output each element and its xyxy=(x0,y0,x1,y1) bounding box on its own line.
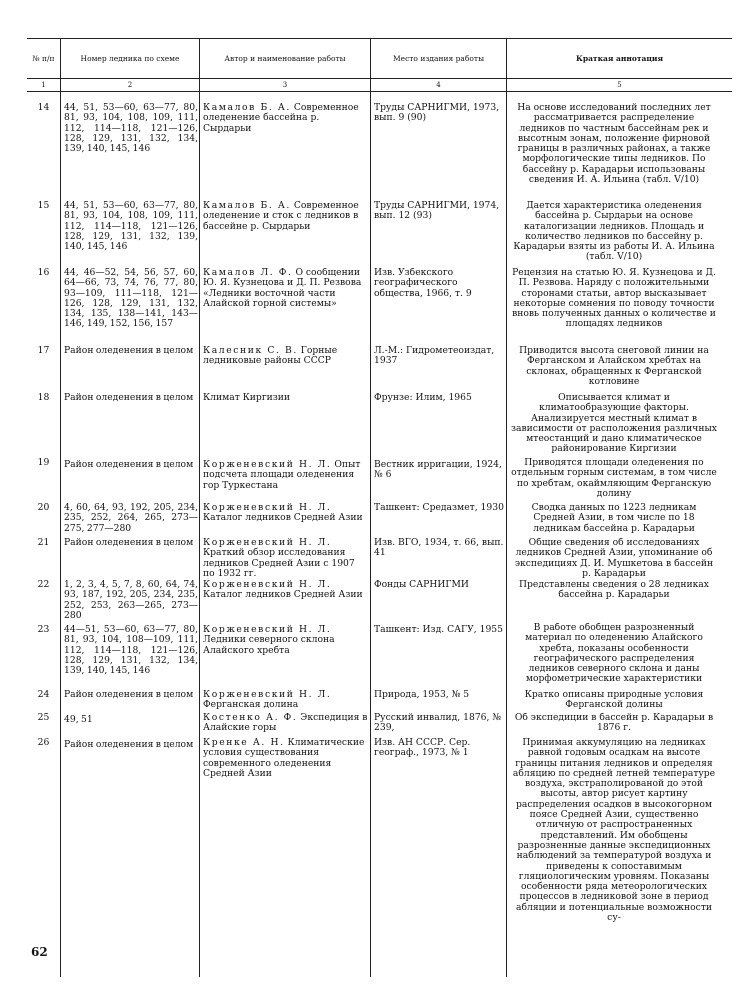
author-work xyxy=(203,538,369,579)
work-title: Горные ледниковые районы СССР xyxy=(203,346,338,367)
author-work xyxy=(203,713,369,734)
author-name: Корженевский Н. Л. xyxy=(203,690,332,700)
glacier-numbers: 1, 2, 3, 4, 5, 7, 8, 60, 64, 74, 93, 187, 192, 205, 234, 235, 252, 253, 263—265, 273—280 xyxy=(64,580,198,621)
row-number: 22 xyxy=(37,580,50,590)
row-number: 26 xyxy=(37,738,50,748)
author-work xyxy=(203,201,369,232)
author-work xyxy=(203,346,369,367)
column-divider xyxy=(199,38,200,977)
glacier-numbers: Район оледенения в целом xyxy=(64,538,194,548)
annotation: Приводятся площади оледенения по отдельным горным системам, в том числе по хребтам, окаймляющим Ферганскую долину xyxy=(511,458,717,499)
row-number: 14 xyxy=(37,103,50,113)
row-number: 21 xyxy=(37,538,50,548)
annotation: Описывается климат и климатообразующие факторы. Анализируется местный климат в зависимости от расположения различных мтеостанций и дано климатическое районирование Киргизии xyxy=(511,393,717,455)
header-glaciers: Номер ледника по схеме xyxy=(80,53,180,63)
row-number: 25 xyxy=(37,713,50,723)
publication-place: Изв. АН СССР. Сер. географ., 1973, № 1 xyxy=(374,738,471,759)
author-name: Камалов Б. А. xyxy=(203,201,291,211)
column-divider xyxy=(506,38,507,977)
author-work xyxy=(203,503,369,524)
column-index: 2 xyxy=(127,81,133,89)
author-name: Камалов Л. Ф. xyxy=(203,268,293,278)
author-work xyxy=(203,738,369,779)
publication-place: Изв. ВГО, 1934, т. 66, вып. 41 xyxy=(374,538,504,559)
work-title: Краткий обзор исследования ледников Средней Азии с 1907 по 1932 гг. xyxy=(203,547,355,579)
column-index: 4 xyxy=(436,81,441,89)
author-name: Корженевский Н. Л. xyxy=(203,625,332,635)
publication-place: Ташкент: Средазмет, 1930 xyxy=(374,503,504,513)
row-number: 24 xyxy=(37,690,50,700)
row-number: 18 xyxy=(37,393,50,403)
work-title: Каталог ледников Средней Азии xyxy=(203,589,363,601)
author-name: Корженевский Н. Л. xyxy=(203,580,332,590)
glacier-numbers: Район оледенения в целом xyxy=(64,690,194,700)
column-divider xyxy=(370,38,371,977)
header-place: Место издания работы xyxy=(392,53,485,63)
row-number: 17 xyxy=(37,346,50,356)
row-number: 20 xyxy=(37,503,50,513)
publication-place: Фонды САРНИГМИ xyxy=(374,580,469,590)
author-work xyxy=(203,103,369,134)
work-title: Климат Киргизии xyxy=(203,393,291,403)
row-number: 23 xyxy=(37,625,50,635)
work-title: О сообщении Ю. Я. Кузнецова и Д. П. Резвова «Ледники восточной части Алайской горной системы» xyxy=(203,268,362,309)
annotation: Дается характеристика оледенения бассейна р. Сырдарьи на основе каталогизации ледников. Площадь и количество ледников по бассейну р. Карадарьи взяты из работы И. А. Ильина (табл. V/10) xyxy=(513,201,715,263)
author-work xyxy=(203,268,369,309)
row-number: 19 xyxy=(37,458,50,468)
work-title: Опыт подсчета площади оледенения гор Туркестана xyxy=(203,460,361,491)
glacier-numbers: 49, 51 xyxy=(64,715,93,725)
column-index: 5 xyxy=(617,81,622,89)
annotation: Рецензия на статью Ю. Я. Кузнецова и Д. П. Резвова. Наряду с положительными сторонами статьи, автор высказывает некоторые сомнения по поводу точности вновь полученных данных о количестве и площадях ледников xyxy=(512,268,716,330)
work-title: Ледники северного склона Алайского хребта xyxy=(203,634,335,656)
glacier-numbers: 44, 51, 53—60, 63—77, 80, 81, 93, 104, 108, 109, 111, 112, 114—118, 121—126, 128, 129, 131, 132, 134, 139, 140, 145, 146 xyxy=(64,103,198,155)
glacier-numbers: 44, 46—52, 54, 56, 57, 60, 64—66, 73, 74, 76, 77, 80, 93—109, 111—118, 121—126, 128, 129, 131, 132, 134, 135, 138—141, 143—146, 149, 152, 156, 157 xyxy=(64,268,198,330)
glacier-numbers: 44, 51, 53—60, 63—77, 80, 81, 93, 104, 108, 109, 111, 112, 114—118, 121—126, 128, 129, 131, 132, 139, 140, 145, 146 xyxy=(64,201,198,253)
glacier-numbers: Район оледенения в целом xyxy=(64,460,194,470)
column-index: 1 xyxy=(41,81,46,89)
work-title: Экспедиция в Алайские горы xyxy=(203,713,368,734)
index-row-divider xyxy=(27,91,732,92)
glacier-numbers: 44—51, 53—60, 63—77, 80, 81, 93, 104, 108—109, 111, 112, 114—118, 121—126, 128, 129, 131, 132, 134, 139, 140, 145, 146 xyxy=(64,625,198,677)
author-name: Корженевский Н. Л. xyxy=(203,503,332,513)
author-name: Калесник С. В. xyxy=(203,346,298,356)
author-work xyxy=(203,690,369,711)
annotation: Приводится высота снеговой линии на Ферганском и Алайском хребтах на склонах, обращенных к Ферганской котловине xyxy=(519,346,709,387)
annotation: Кратко описаны природные условия Ферганской долины xyxy=(524,690,704,711)
column-index: 3 xyxy=(282,81,288,89)
row-number: 16 xyxy=(37,268,50,278)
author-work xyxy=(203,460,369,491)
header-annotation: Краткая аннотация xyxy=(576,53,663,63)
publication-place: Вестник ирригации, 1924, № 6 xyxy=(374,460,502,481)
annotation: В работе обобщен разрозненный материал по оледенению Алайского хребта, показаны особенности географического распределения ледников северного склона и даны морфометрические характеристики xyxy=(525,623,703,685)
publication-place: Русский инвалид, 1876, № 239, xyxy=(374,713,502,734)
header-num: № п/п xyxy=(32,53,55,63)
work-title: Каталог ледников Средней Азии xyxy=(203,512,363,524)
glacier-numbers: 4, 60, 64, 93, 192, 205, 234, 235, 252, 264, 265, 273—275, 277—280 xyxy=(64,503,198,534)
column-divider xyxy=(60,38,61,977)
author-name: Камалов Б. А. xyxy=(203,103,291,113)
author-name: Кренке А. Н. xyxy=(203,738,285,748)
publication-place: Труды САРНИГМИ, 1973, вып. 9 (90) xyxy=(374,103,500,124)
annotation: На основе исследований последних лет рассматривается распределение ледников по частным бассейнам рек и высотным зонам, положение фирновой границы в различных районах, а также морфологические типы ледников. По бассейну р. Карадарьи использованы сведения И. А. Ильина (табл. V/10) xyxy=(517,103,711,186)
row-number: 15 xyxy=(37,201,50,211)
author-name: Костенко А. Ф. xyxy=(203,713,298,723)
glacier-numbers: Район оледенения в целом xyxy=(64,346,194,356)
annotation: Об экспедиции в бассейн р. Карадарьи в 1876 г. xyxy=(514,713,714,734)
publication-place: Труды САРНИГМИ, 1974, вып. 12 (93) xyxy=(374,201,500,222)
author-name: Корженевский Н. Л. xyxy=(203,460,332,470)
work-title: Климатические условия существования современного оледенения Средней Азии xyxy=(203,738,365,779)
glacier-numbers: Район оледенения в целом xyxy=(64,393,194,403)
annotation: Принимая аккумуляцию на ледниках равной годовым осадкам на высоте границы питания ледников и определяя абляцию по средней летней температуре воздуха, экстраполированой до этой высоты, автор рисует картину распределения осадков в высокогорном поясе Средней Азии, существенно отличную от распространенных представлений. Им обобщены разрозненные данные экспедиционных наблюдений за температурой воздуха и приведены к сопоставимым гляциологическим уровням. Показаны особенности ряда метеорологических процессов в ледниковой зоне в период абляции и потенциальные возможности су- xyxy=(512,738,716,924)
glacier-numbers: Район оледенения в целом xyxy=(64,740,194,750)
publication-place: Природа, 1953, № 5 xyxy=(374,690,470,700)
work-title: Ферганская долина xyxy=(203,699,299,711)
annotation: Представлены сведения о 28 ледниках бассейна р. Карадарьи xyxy=(519,580,709,601)
work-title: Современное оледенение и сток с ледников в бассейне р. Сырдарьи xyxy=(203,201,359,232)
page-number: 62 xyxy=(31,945,48,959)
publication-place: Фрунзе: Илим, 1965 xyxy=(374,393,472,403)
publication-place: Изв. Узбекского географического общества, 1966, т. 9 xyxy=(374,268,472,299)
publication-place: Ташкент: Изд. САГУ, 1955 xyxy=(374,625,504,635)
header-author: Автор и наименование работы xyxy=(224,53,346,63)
annotation: Сводка данных по 1223 ледникам Средней Азии, в том числе по 18 ледникам бассейна р. Карадарьи xyxy=(531,503,697,534)
author-name: Корженевский Н. Л. xyxy=(203,538,332,548)
annotation: Общие сведения об исследованиях ледников Средней Азии, упоминание об экспедициях Д. И. Мушкетова в бассейн р. Карадарьи xyxy=(514,538,714,579)
work-title: Современное оледенение бассейна р. Сырдарьи xyxy=(203,103,359,134)
author-work xyxy=(203,625,369,656)
publication-place: Л.-М.: Гидрометеоиздат, 1937 xyxy=(374,346,495,367)
author-work xyxy=(203,580,369,601)
